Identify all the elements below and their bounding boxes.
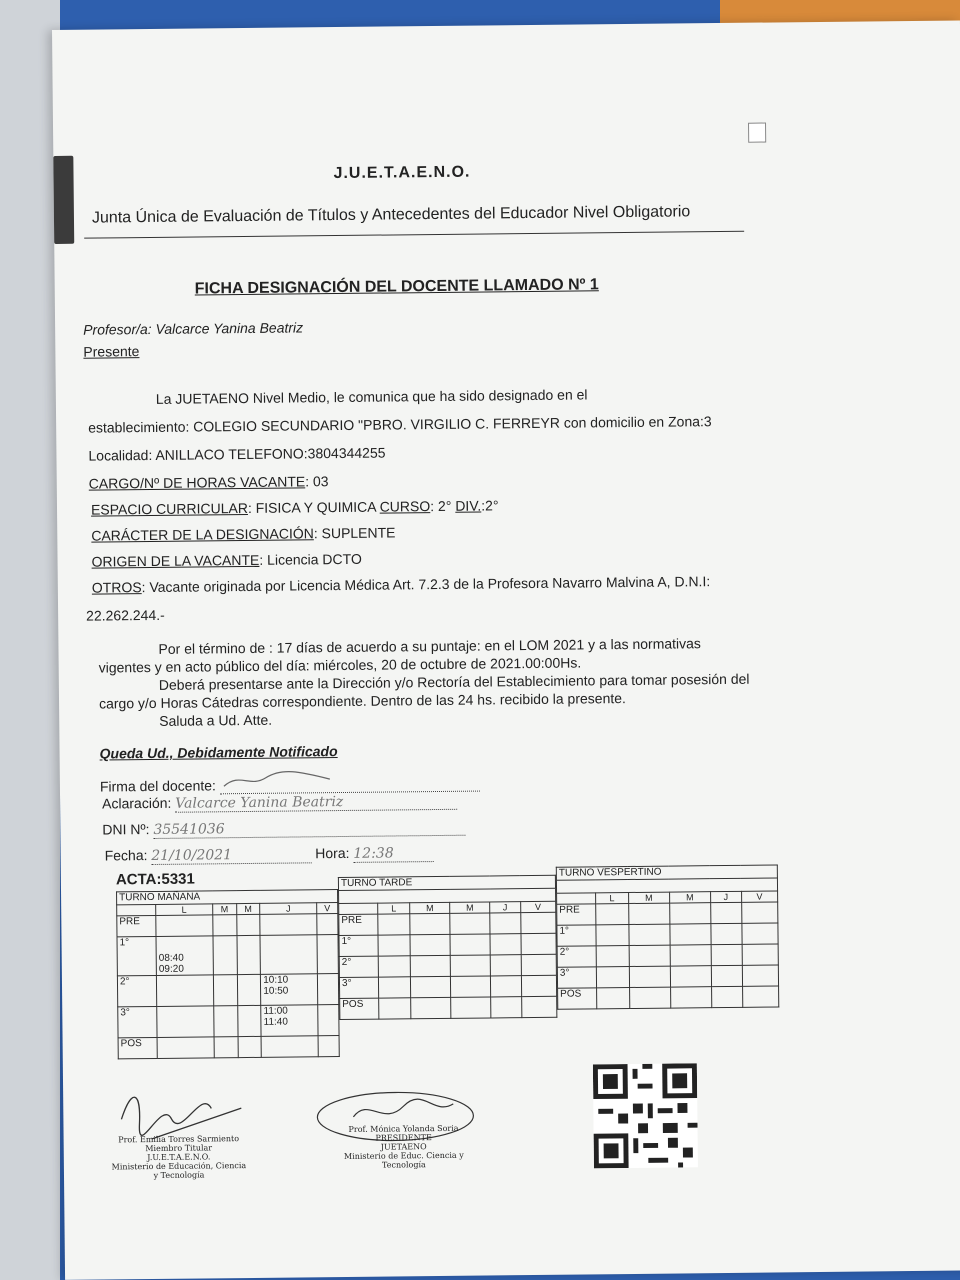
- otros-label: OTROS: [91, 579, 142, 596]
- termino-line-2: vigentes y en acto público del día: miércoles, 20 de octubre de 2021.00:00Hs.: [98, 654, 582, 676]
- dni-row: [102, 818, 465, 840]
- schedule-cell: 10:10 10:50: [261, 974, 318, 1006]
- document-heading: FICHA DESIGNACIÓN DEL DOCENTE LLAMADO Nº 1: [194, 276, 599, 298]
- establecimiento-text: establecimiento: COLEGIO SECUNDARIO "PBRO. VIRGILIO C. FERREYR con domicilio en Zona:3: [88, 413, 712, 436]
- notificado-heading: Queda Ud., Debidamente Notificado: [99, 743, 338, 762]
- signature-left-text: Prof. Emilia Torres Sarmiento Miembro Titular J.U.E.T.A.E.N.O. Ministerio de Educación, Ciencia y Tecnología: [111, 1134, 247, 1180]
- origen-label: ORIGEN DE LA VACANTE: [91, 551, 260, 570]
- row-label: 1°: [117, 936, 156, 975]
- cargo-value: : 03: [305, 473, 329, 490]
- otros-value: : Vacante originada por Licencia Médica Art. 7.2.3 de la Profesora Navarro Malvina A, D.N.I:: [141, 573, 711, 596]
- caracter-value: : SUPLENTE: [313, 524, 396, 542]
- dni-label: DNI Nº:: [102, 821, 150, 838]
- firma-label: Firma del docente:: [99, 777, 216, 795]
- day-header: M: [236, 903, 260, 914]
- presente-label: Presente: [83, 343, 140, 360]
- otros-line: [92, 573, 711, 595]
- espacio-label: ESPACIO CURRICULAR: [90, 499, 248, 518]
- header-divider: [84, 231, 744, 239]
- turno-manana-label: TURNO MAÑANA: [117, 890, 338, 905]
- espacio-line: [91, 497, 499, 517]
- row-label: POS: [118, 1037, 157, 1058]
- signature-center-text: Prof. Mónica Yolanda Soria PRESIDENTE JUETAENO Ministerio de Educ. Ciencia y Tecnología: [343, 1123, 464, 1170]
- document-page: [52, 20, 960, 1279]
- profesor-value: Valcarce Yanina Beatriz: [155, 319, 304, 337]
- row-label: 2°: [117, 975, 156, 1006]
- turno-vespertino-table: TURNO VESPERTINO L M M J V PRE 1° 2° 3° POS: [556, 864, 779, 1009]
- div-value: :2°: [481, 497, 499, 514]
- localidad-text: Localidad: ANILLACO TELEFONO:3804344255: [88, 444, 386, 464]
- background-paper-edge: [0, 0, 60, 1280]
- aclaracion-label: Aclaración:: [102, 794, 172, 812]
- cargo-line: [89, 473, 329, 492]
- page-title: J.U.E.T.A.E.N.O.: [333, 163, 471, 183]
- espacio-value: : FISICA Y QUIMICA: [247, 498, 380, 516]
- profesor-line: [83, 319, 303, 337]
- origen-value: : Licencia DCTO: [259, 550, 362, 568]
- termino-line-1: Por el término de : 17 días de acuerdo a su puntaje: en el LOM 2021 y a las normativas: [158, 635, 701, 657]
- div-label: DIV.: [455, 497, 482, 514]
- qr-code: [593, 1063, 698, 1168]
- row-label: 3°: [118, 1006, 157, 1037]
- intro-text: La JUETAENO Nivel Medio, le comunica que ha sido designado en el: [155, 386, 588, 407]
- termino-line-4: cargo y/o Horas Cátedras correspondiente. Dentro de las 24 hs. recibido la presente.: [98, 690, 626, 712]
- firma-field: [220, 768, 480, 795]
- hora-label: Hora:: [315, 844, 350, 862]
- day-header: M: [213, 904, 237, 915]
- hora-field: 12:38: [353, 845, 433, 863]
- saluda-text: Saluda a Ud. Atte.: [159, 711, 273, 729]
- otros-continued: 22.262.244.-: [86, 606, 165, 624]
- day-header: V: [317, 903, 338, 914]
- logo: [53, 156, 74, 244]
- termino-line-3: Deberá presentarse ante la Dirección y/o Rectoría del Establecimiento para tomar posesión del: [158, 670, 750, 693]
- curso-label: CURSO: [379, 498, 431, 515]
- signature-scribble: [220, 769, 340, 790]
- aclaracion-row: [102, 792, 457, 814]
- broken-image-icon: [748, 123, 766, 143]
- page-subtitle: Junta Única de Evaluación de Títulos y Antecedentes del Educador Nivel Obligatorio: [91, 203, 691, 227]
- fecha-label: Fecha:: [104, 847, 148, 864]
- dni-field: 35541036: [153, 819, 465, 839]
- origen-line: [91, 551, 361, 570]
- fecha-field: 21/10/2021: [151, 846, 311, 865]
- fecha-row: [105, 844, 434, 865]
- schedule-cell: 11:00 11:40: [261, 1005, 318, 1037]
- day-header: L: [156, 904, 213, 916]
- caracter-line: [91, 524, 395, 543]
- caracter-label: CARÁCTER DE LA DESIGNACIÓN: [91, 525, 314, 544]
- acta-number: ACTA:5331: [115, 870, 195, 889]
- turno-vespertino-label: TURNO VESPERTINO: [556, 865, 777, 880]
- cargo-label: CARGO/Nº DE HORAS VACANTE: [88, 473, 306, 492]
- turno-tarde-table: TURNO TARDE L M M J V PRE 1° 2° 3° POS: [338, 875, 557, 1020]
- aclaracion-field: Valcarce Yanina Beatriz: [175, 793, 457, 813]
- curso-value: : 2°: [430, 497, 456, 515]
- schedule-cell: 08:40 09:20: [156, 936, 213, 976]
- turno-tarde-label: TURNO TARDE: [338, 875, 555, 890]
- row-label: PRE: [117, 915, 156, 936]
- profesor-label: Profesor/a:: [83, 320, 152, 338]
- turno-manana-table: [116, 889, 340, 1059]
- day-header: J: [260, 903, 317, 915]
